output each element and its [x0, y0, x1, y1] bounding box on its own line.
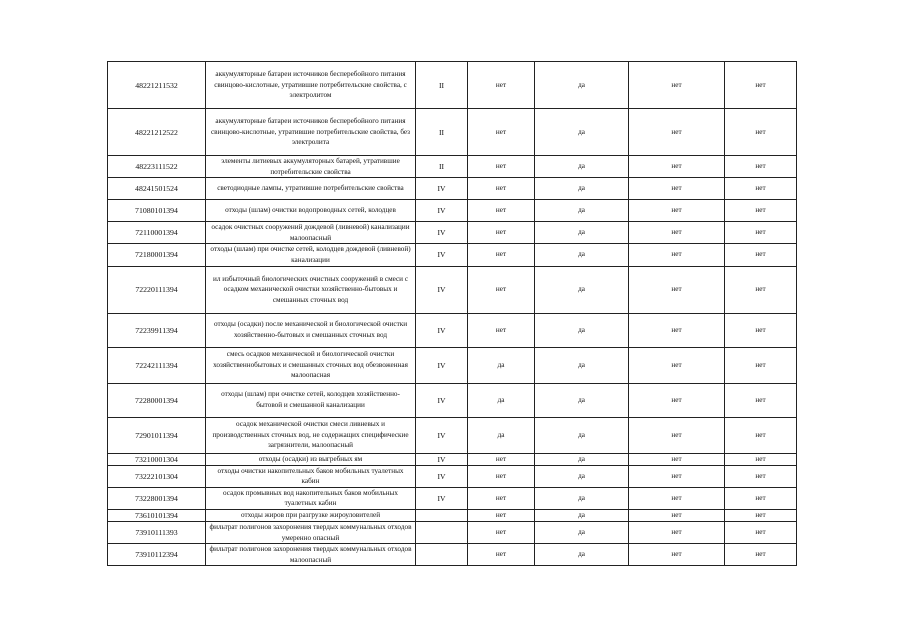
- hazard-class-cell: IV: [416, 244, 468, 266]
- waste-code-cell: 72220111394: [108, 266, 206, 313]
- waste-code-cell: 48241501524: [108, 178, 206, 200]
- value-cell-2: да: [535, 383, 629, 417]
- waste-code-cell: 73210001304: [108, 453, 206, 465]
- waste-name-cell: аккумуляторные батареи источников бесперебойного питания свинцово-кислотные, утратившие потребительские свойства, с электролитом: [206, 62, 416, 109]
- value-cell-4: нет: [725, 465, 797, 487]
- hazard-class-cell: [416, 509, 468, 521]
- waste-code-cell: 48223111522: [108, 156, 206, 178]
- hazard-class-cell: IV: [416, 222, 468, 244]
- value-cell-3: нет: [629, 178, 725, 200]
- value-cell-3: нет: [629, 156, 725, 178]
- value-cell-4: нет: [725, 200, 797, 222]
- value-cell-3: нет: [629, 62, 725, 109]
- table-row: [108, 109, 797, 156]
- value-cell-4: нет: [725, 156, 797, 178]
- waste-name-cell: осадок механической очистки смеси ливневых и производственных сточных вод, не содержащих специфические загрязнители, малоопасный: [206, 417, 416, 453]
- value-cell-1: да: [468, 347, 535, 383]
- table-row: [108, 62, 797, 109]
- value-cell-2: да: [535, 313, 629, 347]
- value-cell-1: нет: [468, 487, 535, 509]
- hazard-class-cell: IV: [416, 383, 468, 417]
- waste-code-cell: 71080101394: [108, 200, 206, 222]
- value-cell-3: нет: [629, 465, 725, 487]
- value-cell-2: да: [535, 453, 629, 465]
- value-cell-2: да: [535, 487, 629, 509]
- waste-name-cell: элементы литиевых аккумуляторных батарей, утратившие потребительские свойства: [206, 156, 416, 178]
- value-cell-3: нет: [629, 222, 725, 244]
- table-row: [108, 266, 797, 313]
- value-cell-2: да: [535, 544, 629, 566]
- value-cell-4: нет: [725, 222, 797, 244]
- table-row: [108, 200, 797, 222]
- hazard-class-cell: IV: [416, 417, 468, 453]
- value-cell-3: нет: [629, 453, 725, 465]
- value-cell-4: нет: [725, 509, 797, 521]
- waste-code-cell: 72242111394: [108, 347, 206, 383]
- value-cell-1: нет: [468, 313, 535, 347]
- value-cell-1: да: [468, 383, 535, 417]
- value-cell-1: нет: [468, 509, 535, 521]
- hazard-class-cell: IV: [416, 266, 468, 313]
- waste-code-cell: 72901011394: [108, 417, 206, 453]
- value-cell-1: да: [468, 417, 535, 453]
- value-cell-3: нет: [629, 200, 725, 222]
- value-cell-3: нет: [629, 313, 725, 347]
- value-cell-2: да: [535, 347, 629, 383]
- waste-name-cell: осадок очистных сооружений дождевой (ливневой) канализации малоопасный: [206, 222, 416, 244]
- table-row: [108, 347, 797, 383]
- value-cell-1: нет: [468, 222, 535, 244]
- value-cell-4: нет: [725, 544, 797, 566]
- value-cell-2: да: [535, 62, 629, 109]
- hazard-class-cell: [416, 521, 468, 543]
- value-cell-1: нет: [468, 109, 535, 156]
- hazard-class-cell: IV: [416, 453, 468, 465]
- waste-code-cell: 48221211532: [108, 62, 206, 109]
- value-cell-4: нет: [725, 453, 797, 465]
- waste-code-cell: 73610101394: [108, 509, 206, 521]
- hazard-class-cell: IV: [416, 465, 468, 487]
- table-row: [108, 453, 797, 465]
- value-cell-4: нет: [725, 178, 797, 200]
- waste-code-cell: 73910112394: [108, 544, 206, 566]
- waste-name-cell: отходы (шлам) очистки водопроводных сетей, колодцев: [206, 200, 416, 222]
- value-cell-3: нет: [629, 417, 725, 453]
- table-row: [108, 156, 797, 178]
- value-cell-2: да: [535, 266, 629, 313]
- waste-code-cell: 72110001394: [108, 222, 206, 244]
- table-row: [108, 487, 797, 509]
- waste-code-cell: 73910111393: [108, 521, 206, 543]
- value-cell-2: да: [535, 222, 629, 244]
- table-row: [108, 521, 797, 543]
- hazard-class-cell: II: [416, 156, 468, 178]
- value-cell-1: нет: [468, 156, 535, 178]
- waste-name-cell: отходы очистки накопительных баков мобильных туалетных кабин: [206, 465, 416, 487]
- table-row: [108, 509, 797, 521]
- waste-name-cell: отходы (осадки) из выгребных ям: [206, 453, 416, 465]
- hazard-class-cell: IV: [416, 313, 468, 347]
- hazard-class-cell: IV: [416, 178, 468, 200]
- waste-code-cell: 48221212522: [108, 109, 206, 156]
- value-cell-4: нет: [725, 487, 797, 509]
- value-cell-1: нет: [468, 266, 535, 313]
- value-cell-3: нет: [629, 521, 725, 543]
- waste-name-cell: отходы (осадки) после механической и биологической очистки хозяйственно-бытовых и смешанных сточных вод: [206, 313, 416, 347]
- value-cell-2: да: [535, 509, 629, 521]
- value-cell-3: нет: [629, 109, 725, 156]
- value-cell-4: нет: [725, 62, 797, 109]
- value-cell-1: нет: [468, 453, 535, 465]
- waste-code-cell: 72280001394: [108, 383, 206, 417]
- waste-name-cell: ил избыточный биологических очистных сооружений в смеси с осадком механической очистки хозяйственно-бытовых и смешанных сточных вод: [206, 266, 416, 313]
- table-row: [108, 222, 797, 244]
- waste-name-cell: светодиодные лампы, утратившие потребительские свойства: [206, 178, 416, 200]
- value-cell-1: нет: [468, 544, 535, 566]
- value-cell-2: да: [535, 521, 629, 543]
- hazard-class-cell: II: [416, 62, 468, 109]
- waste-name-cell: смесь осадков механической и биологической очистки хозяйственнобытовых и смешанных сточных вод обезвоженная малоопасная: [206, 347, 416, 383]
- table-row: [108, 383, 797, 417]
- value-cell-1: нет: [468, 200, 535, 222]
- waste-name-cell: фильтрат полигонов захоронения твердых коммунальных отходов умеренно опасный: [206, 521, 416, 543]
- value-cell-3: нет: [629, 347, 725, 383]
- value-cell-4: нет: [725, 383, 797, 417]
- value-cell-4: нет: [725, 109, 797, 156]
- value-cell-1: нет: [468, 521, 535, 543]
- value-cell-1: нет: [468, 465, 535, 487]
- table-row: [108, 313, 797, 347]
- hazard-class-cell: IV: [416, 487, 468, 509]
- value-cell-2: да: [535, 178, 629, 200]
- value-cell-2: да: [535, 200, 629, 222]
- value-cell-4: нет: [725, 521, 797, 543]
- table-row: [108, 178, 797, 200]
- value-cell-2: да: [535, 156, 629, 178]
- value-cell-4: нет: [725, 313, 797, 347]
- value-cell-3: нет: [629, 266, 725, 313]
- value-cell-3: нет: [629, 509, 725, 521]
- waste-code-cell: 72239911394: [108, 313, 206, 347]
- waste-name-cell: осадок промывных вод накопительных баков мобильных туалетных кабин: [206, 487, 416, 509]
- waste-name-cell: отходы (шлам) при очистке сетей, колодцев хозяйственно-бытовой и смешанной канализации: [206, 383, 416, 417]
- value-cell-3: нет: [629, 244, 725, 266]
- waste-name-cell: аккумуляторные батареи источников бесперебойного питания свинцово-кислотные, утратившие потребительские свойства, без электролита: [206, 109, 416, 156]
- table-body: [108, 62, 797, 566]
- waste-code-cell: 72180001394: [108, 244, 206, 266]
- waste-name-cell: отходы жиров при разгрузке жироуловителей: [206, 509, 416, 521]
- value-cell-3: нет: [629, 544, 725, 566]
- waste-table: [107, 61, 797, 566]
- value-cell-3: нет: [629, 487, 725, 509]
- value-cell-2: да: [535, 417, 629, 453]
- hazard-class-cell: IV: [416, 347, 468, 383]
- hazard-class-cell: IV: [416, 200, 468, 222]
- hazard-class-cell: [416, 544, 468, 566]
- waste-code-cell: 73222101304: [108, 465, 206, 487]
- value-cell-2: да: [535, 244, 629, 266]
- value-cell-1: нет: [468, 244, 535, 266]
- waste-code-cell: 73228001394: [108, 487, 206, 509]
- value-cell-1: нет: [468, 62, 535, 109]
- value-cell-2: да: [535, 465, 629, 487]
- value-cell-2: да: [535, 109, 629, 156]
- waste-name-cell: фильтрат полигонов захоронения твердых коммунальных отходов малоопасный: [206, 544, 416, 566]
- hazard-class-cell: II: [416, 109, 468, 156]
- value-cell-3: нет: [629, 383, 725, 417]
- value-cell-4: нет: [725, 347, 797, 383]
- value-cell-4: нет: [725, 417, 797, 453]
- table-row: [108, 544, 797, 566]
- value-cell-4: нет: [725, 244, 797, 266]
- table-row: [108, 244, 797, 266]
- value-cell-4: нет: [725, 266, 797, 313]
- table-row: [108, 465, 797, 487]
- waste-name-cell: отходы (шлам) при очистке сетей, колодцев дождевой (ливневой) канализации: [206, 244, 416, 266]
- value-cell-1: нет: [468, 178, 535, 200]
- table-row: [108, 417, 797, 453]
